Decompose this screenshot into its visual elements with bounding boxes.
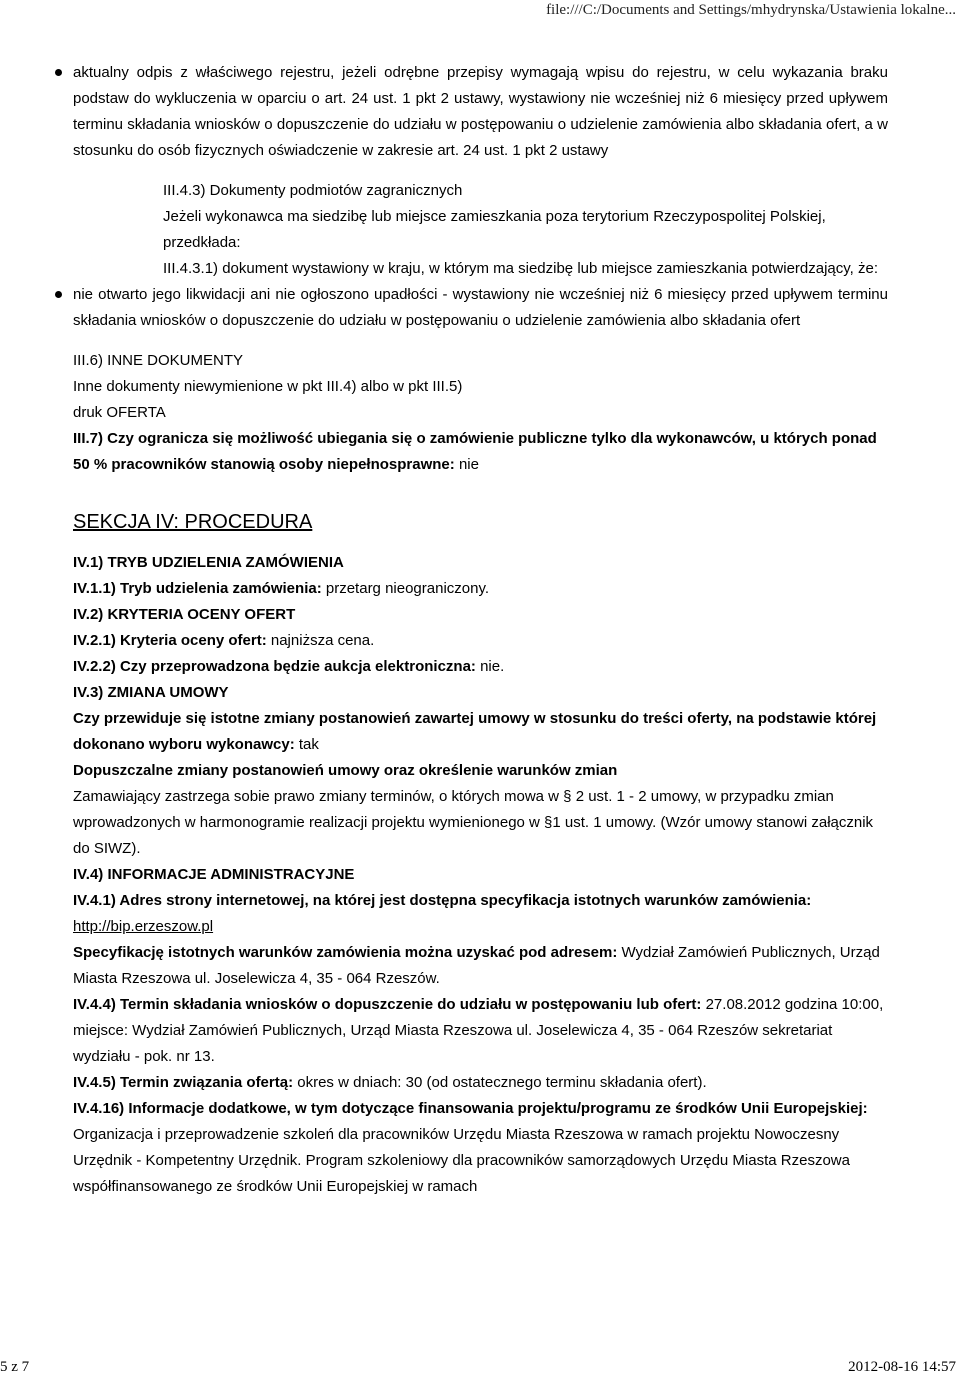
field-value: przetarg nieograniczony. (325, 580, 490, 597)
paragraph (73, 628, 888, 654)
field-value: Organizacja i przeprowadzenie szkoleń dla pracowników Urzędu Miasta Rzeszowa w ramach projektu Nowoczesny Urzędnik - Kompetentny Urzędnik. Program szkoleniowy dla pracowników samorządowych Urzędu Miasta Rzeszowa współfinansowanego ze środków Unii Europejskiej w ramach (73, 1126, 850, 1195)
paragraph (73, 426, 888, 478)
field-label: IV.4.16) Informacje dodatkowe, w tym dotyczące finansowania projektu/programu ze środków Unii Europejskiej: (73, 1100, 868, 1117)
list-item: aktualny odpis z właściwego rejestru, jeżeli odrębne przepisy wymagają wpisu do rejestru, w celu wykazania braku podstaw do wykluczenia w oparciu o art. 24 ust. 1 pkt 2 ustawy, wystawiony nie wcześniej niż 6 miesięcy przed upływem terminu składania wniosków o dopuszczenie do udziału w postępowaniu o udzielenie zamówienia albo składania ofert, a w stosunku do osób fizycznych oświadczenie w zakresie art. 24 ust. 1 pkt 2 ustawy (73, 60, 888, 164)
field-value: okres w dniach: 30 (od ostatecznego terminu składania ofert). (297, 1074, 707, 1091)
field-value: nie (458, 456, 479, 473)
field-label: Czy przewiduje się istotne zmiany postanowień zawartej umowy w stosunku do treści oferty, na podstawie której dokonano wyboru wykonawcy: (73, 710, 877, 753)
field-value: nie. (480, 658, 505, 675)
section-heading: III.4.3) Dokumenty podmiotów zagranicznych (163, 182, 463, 199)
paragraph: Zamawiający zastrzega sobie prawo zmiany terminów, o których mowa w § 2 ust. 1 - 2 umowy, w przypadku zmian wprowadzonych w harmonogramie realizacji projektu wymienionego w §1 ust. 1 umowy. (Wzór umowy stanowi załącznik do SIWZ). (73, 788, 874, 857)
field-value: 27.08.2012 godzina 10:00, miejsce: Wydział Zamówień Publicznych, Urząd Miasta Rzeszowa ul. Joselewicza 4, 35 - 064 Rzeszów sekretariat wydziału - pok. nr 13. (73, 996, 884, 1065)
foreign-documents-section (163, 178, 888, 282)
section-heading: IV.3) ZMIANA UMOWY (73, 684, 229, 701)
paragraph: III.4.3.1) dokument wystawiony w kraju, w którym ma siedzibę lub miejsce zamieszkania potwierdzający, że: (163, 260, 878, 277)
paragraph (73, 1096, 888, 1200)
print-timestamp: 2012-08-16 14:57 (848, 1359, 956, 1375)
paragraph: Dopuszczalne zmiany postanowień umowy oraz określenie warunków zmian (73, 762, 618, 779)
field-value: Wydział Zamówień Publicznych, Urząd Miasta Rzeszowa ul. Joselewicza 4, 35 - 064 Rzeszów. (73, 944, 880, 987)
specification-link[interactable]: http://bip.erzeszow.pl (73, 918, 214, 935)
paragraph (73, 706, 888, 758)
field-label: IV.4.4) Termin składania wniosków o dopuszczenie do udziału w postępowaniu lub ofert: (73, 996, 702, 1013)
paragraph (73, 1070, 888, 1096)
section-title: SEKCJA IV: PROCEDURA (73, 511, 313, 533)
field-label: IV.4.1) Adres strony internetowej, na której jest dostępna specyfikacja istotnych warunków zamówienia: (73, 892, 812, 909)
paragraph: Jeżeli wykonawca ma siedzibę lub miejsce zamieszkania poza terytorium Rzeczypospolitej Polskiej, przedkłada: (163, 208, 826, 251)
section-heading: IV.2) KRYTERIA OCENY OFERT (73, 606, 296, 623)
paragraph (73, 992, 888, 1070)
field-label: III.7) Czy ogranicza się możliwość ubiegania się o zamówienie publiczne tylko dla wykonawców, u których ponad 50 % pracowników stanowią osoby niepełnosprawne: (73, 430, 877, 473)
document-list (73, 282, 888, 334)
paragraph: druk OFERTA (73, 404, 166, 421)
document-body (73, 60, 888, 1200)
field-label: Specyfikację istotnych warunków zamówienia można uzyskać pod adresem: (73, 944, 618, 961)
field-label: IV.1.1) Tryb udzielenia zamówienia: (73, 580, 322, 597)
field-label: IV.4.5) Termin związania ofertą: (73, 1074, 294, 1091)
field-value: tak (298, 736, 319, 753)
section-heading: III.6) INNE DOKUMENTY (73, 352, 244, 369)
print-header-path: file:///C:/Documents and Settings/mhydrynska/Ustawienia lokalne... (546, 2, 956, 18)
section-heading: IV.4) INFORMACJE ADMINISTRACYJNE (73, 866, 355, 883)
page-number: 5 z 7 (0, 1359, 30, 1375)
paragraph: Inne dokumenty niewymienione w pkt III.4) albo w pkt III.5) (73, 378, 463, 395)
field-label: IV.2.1) Kryteria oceny ofert: (73, 632, 267, 649)
list-item: nie otwarto jego likwidacji ani nie ogłoszono upadłości - wystawiony nie wcześniej niż 6 miesięcy przed upływem terminu składania wniosków o dopuszczenie do udziału w postępowaniu o udzielenie zamówienia albo składania ofert (73, 282, 888, 334)
field-value: najniższa cena. (270, 632, 375, 649)
field-label: IV.2.2) Czy przeprowadzona będzie aukcja elektroniczna: (73, 658, 476, 675)
paragraph (73, 654, 888, 680)
document-list (73, 60, 888, 164)
paragraph (73, 576, 888, 602)
paragraph (73, 888, 888, 940)
paragraph (73, 940, 888, 992)
section-heading: IV.1) TRYB UDZIELENIA ZAMÓWIENIA (73, 554, 344, 571)
